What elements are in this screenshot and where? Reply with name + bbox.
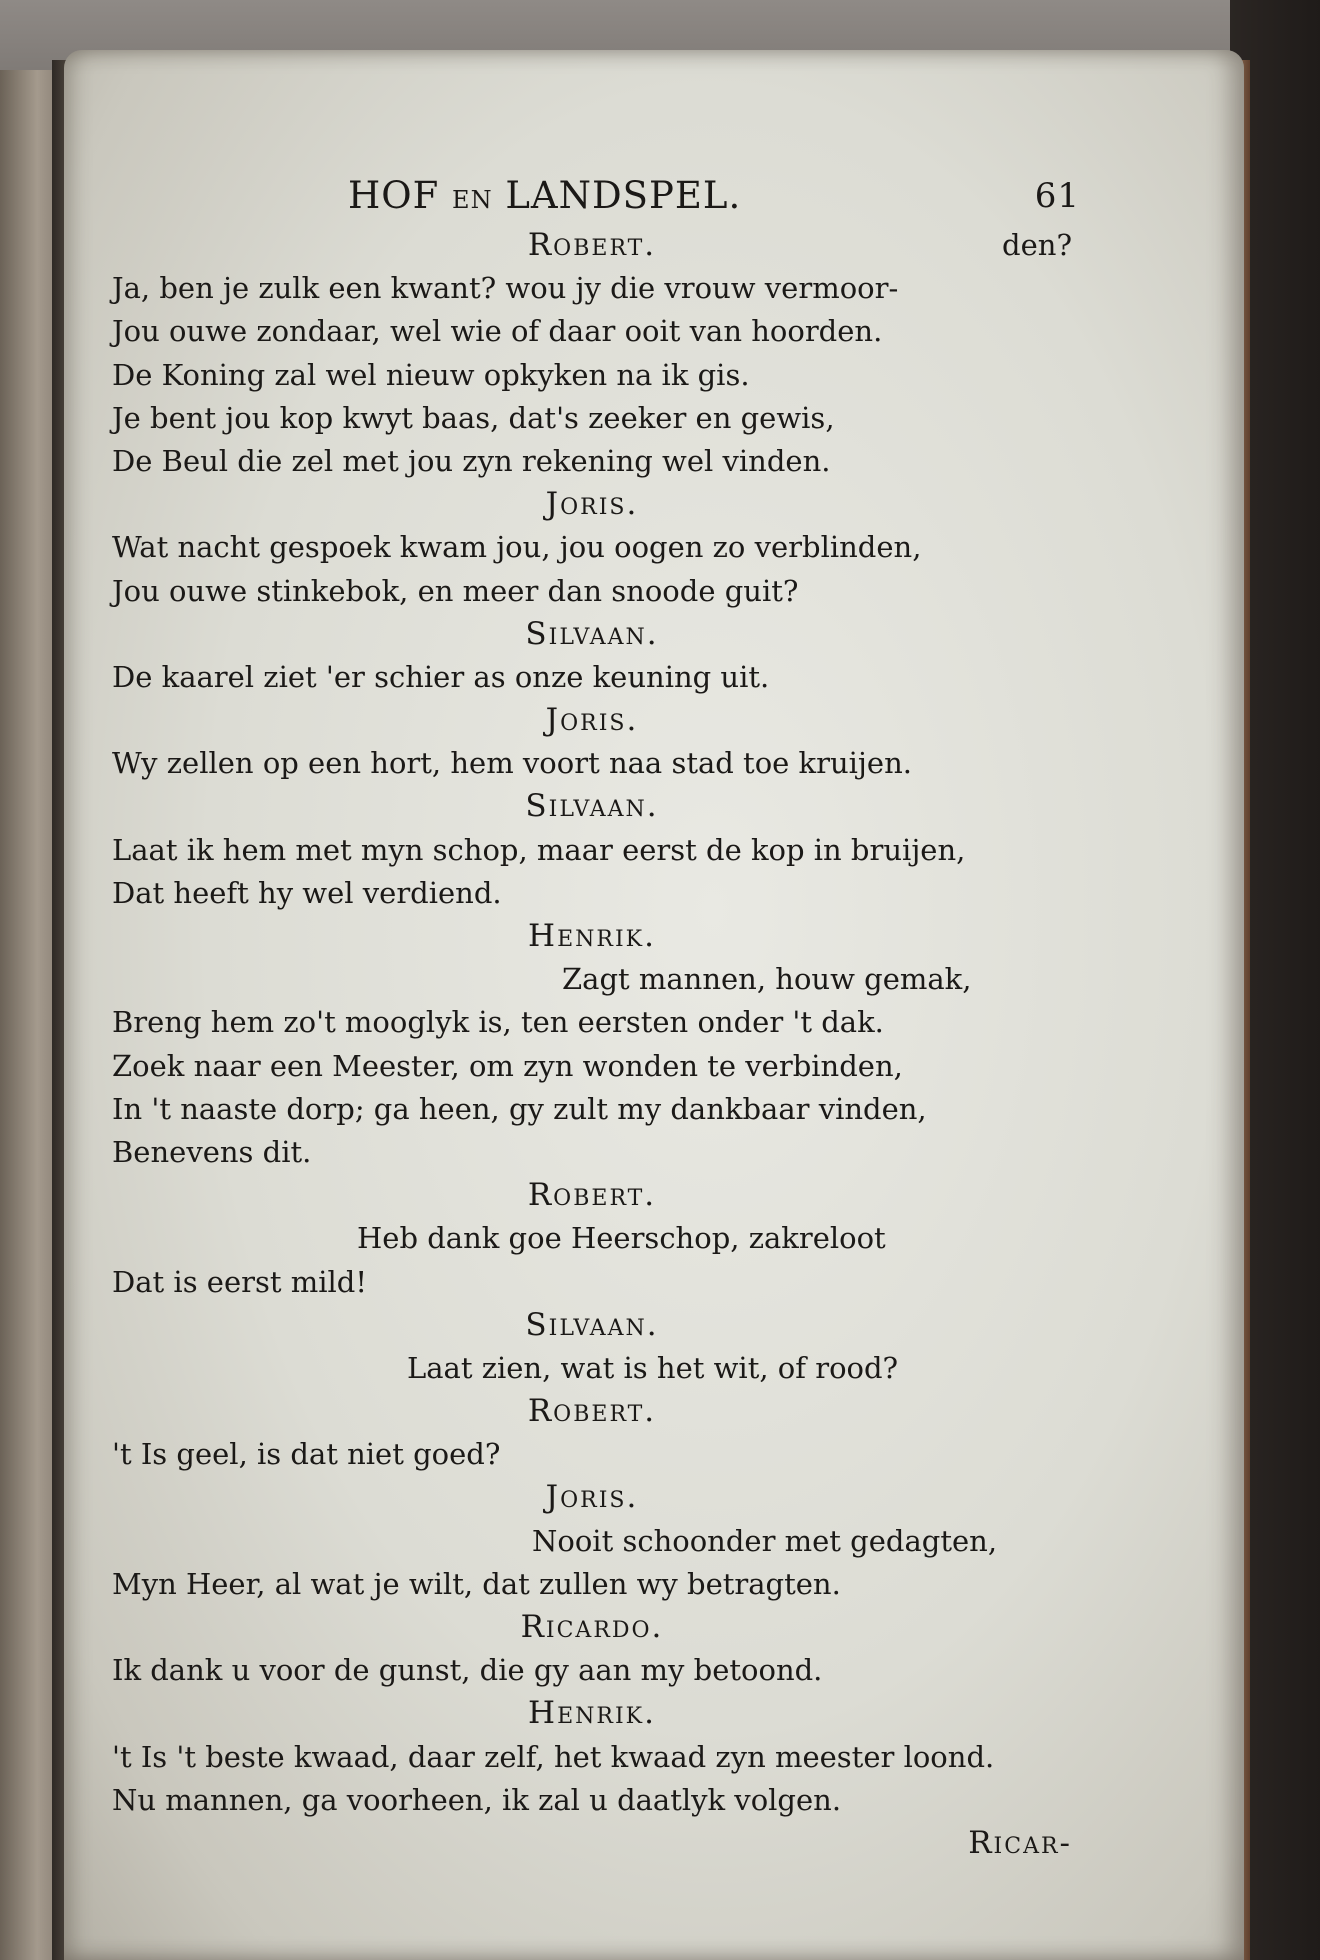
verse-line: Je bent jou kop kwyt baas, dat's zeeker en gewis, bbox=[112, 400, 835, 435]
speaker-name bbox=[112, 915, 1072, 958]
verse-line: Laat zien, wat is het wit, of rood? bbox=[407, 1350, 899, 1385]
verse-line: In 't naaste dorp; ga heen, gy zult my dankbaar vinden, bbox=[112, 1091, 927, 1126]
verse-line: Ja, ben je zulk een kwant? wou jy die vrouw vermoor- bbox=[112, 271, 899, 306]
speaker-name bbox=[112, 224, 1072, 267]
verse-line: De kaarel ziet 'er schier as onze keuning uit. bbox=[112, 659, 770, 694]
verse-line: Dat heeft hy wel verdiend. bbox=[112, 875, 502, 910]
verse-line: Nu mannen, ga voorheen, ik zal u daatlyk volgen. bbox=[112, 1782, 842, 1817]
running-title-part-1: HOF bbox=[348, 174, 453, 217]
verse-line: Wat nacht gespoek kwam jou, jou oogen zo verblinden, bbox=[112, 530, 922, 565]
verse-line: Dat is eerst mild! bbox=[112, 1264, 367, 1299]
speaker-label: Ricardo. bbox=[520, 1609, 664, 1645]
speaker-name bbox=[112, 1606, 1072, 1649]
speaker-label: Silvaan. bbox=[525, 615, 659, 652]
speaker-name bbox=[112, 483, 1072, 526]
speaker-name bbox=[112, 1304, 1072, 1347]
verse-line: Benevens dit. bbox=[112, 1134, 312, 1169]
verse-line: Myn Heer, al wat je wilt, dat zullen wy betragten. bbox=[112, 1566, 841, 1601]
speaker-label: Joris. bbox=[545, 1479, 639, 1516]
speaker-label: Robert. bbox=[527, 1177, 657, 1214]
verse-line: De Beul die zel met jou zyn rekening wel vinden. bbox=[112, 443, 831, 478]
verse-lines bbox=[112, 224, 1072, 1865]
verse-line: Nooit schoonder met gedagten, bbox=[532, 1523, 998, 1558]
verse-line: Breng hem zo't mooglyk is, ten eersten onder 't dak. bbox=[112, 1005, 884, 1040]
running-head bbox=[112, 168, 1080, 224]
speaker-label: Robert. bbox=[527, 1393, 657, 1430]
verse-line: Jou ouwe stinkebok, en meer dan snoode guit? bbox=[112, 573, 799, 608]
speaker-label: Henrik. bbox=[528, 918, 656, 954]
speaker-name bbox=[112, 1174, 1072, 1217]
speaker-name bbox=[112, 1476, 1072, 1519]
speaker-label: Silvaan. bbox=[525, 1306, 659, 1343]
speaker-name bbox=[112, 699, 1072, 742]
page-text bbox=[112, 168, 1080, 1865]
running-title-part-2: LANDSPEL. bbox=[492, 174, 742, 217]
speaker-name bbox=[112, 1390, 1072, 1433]
carried-word: den? bbox=[1002, 228, 1072, 262]
verse-line: Heb dank goe Heerschop, zakreloot bbox=[357, 1221, 886, 1256]
verse-line: Jou ouwe zondaar, wel wie of daar ooit van hoorden. bbox=[112, 314, 883, 349]
speaker-name bbox=[112, 613, 1072, 656]
speaker-name bbox=[112, 785, 1072, 828]
verse-line: Zoek naar een Meester, om zyn wonden te verbinden, bbox=[112, 1048, 903, 1083]
speaker-label: Silvaan. bbox=[525, 788, 659, 825]
page-number: 61 bbox=[1034, 176, 1080, 216]
verse-line: Ik dank u voor de gunst, die gy aan my betoond. bbox=[112, 1653, 823, 1688]
verse-line: 't Is geel, is dat niet goed? bbox=[112, 1437, 501, 1472]
speaker-label: Joris. bbox=[545, 486, 639, 523]
speaker-name bbox=[112, 1692, 1072, 1735]
verse-line: Wy zellen op een hort, hem voort naa stad toe kruijen. bbox=[112, 746, 912, 781]
running-title-en: EN bbox=[452, 186, 493, 214]
speaker-label: Joris. bbox=[545, 702, 639, 739]
verse-line: Zagt mannen, houw gemak, bbox=[562, 962, 972, 997]
speaker-label: Henrik. bbox=[528, 1695, 656, 1732]
verse-line: 't Is 't beste kwaad, daar zelf, het kwaad zyn meester loond. bbox=[112, 1739, 995, 1774]
running-title bbox=[348, 168, 741, 228]
verse-line: De Koning zal wel nieuw opkyken na ik gis. bbox=[112, 357, 750, 392]
speaker-label: Robert. bbox=[527, 227, 657, 263]
verse-line: Laat ik hem met myn schop, maar eerst de kop in bruijen, bbox=[112, 832, 966, 867]
catchword: Ricar- bbox=[968, 1824, 1072, 1861]
